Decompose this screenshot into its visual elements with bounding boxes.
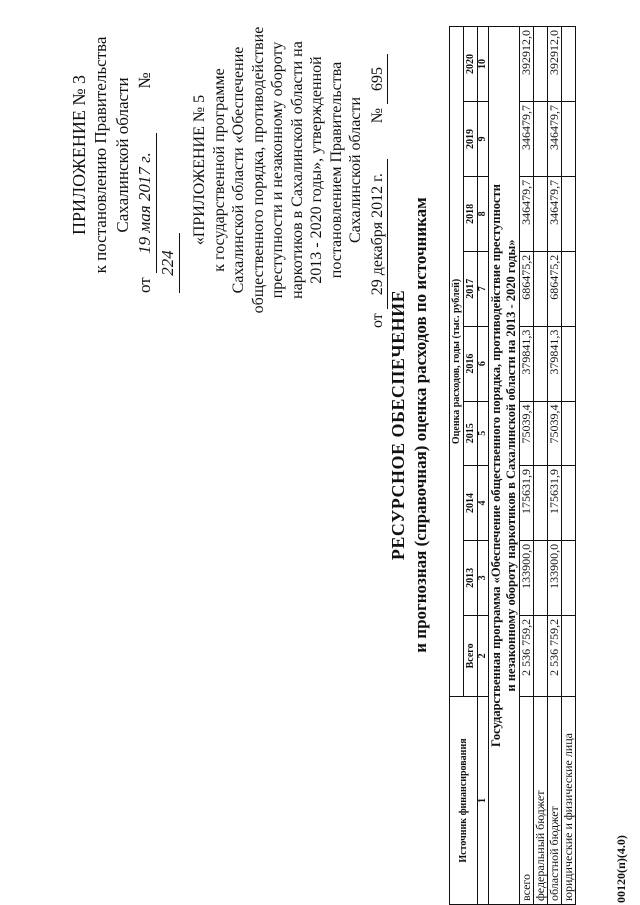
appendix-5-line: 2013 - 2020 годы», утвержденной	[308, 56, 325, 284]
col-header: 2019	[464, 101, 478, 176]
cell-value	[562, 176, 576, 251]
cell-value	[534, 615, 548, 696]
row-source: юридические и физические лица	[562, 696, 576, 904]
cell-value: 379841,3	[548, 326, 562, 401]
appendix-3-line1: к постановлению Правительства	[91, 36, 110, 274]
cell-value	[562, 101, 576, 176]
appendix-5-date-row	[368, 10, 389, 330]
cell-value	[534, 540, 548, 615]
appendix-5-line: постановлением Правительства	[327, 61, 345, 279]
appendix-5-from-label: от	[368, 313, 386, 328]
appendix-5-line: «ПРИЛОЖЕНИЕ № 5	[191, 94, 208, 246]
cell-value: 2 536 759,2	[548, 615, 562, 696]
row-source: федеральный бюджет	[534, 696, 548, 904]
cell-value: 392912,0	[520, 27, 534, 102]
col-header: Всего	[464, 615, 478, 696]
cell-value	[534, 401, 548, 465]
cell-value: 686475,2	[548, 251, 562, 326]
appendix-3-no-label: №	[135, 72, 154, 89]
row-source: всего	[520, 696, 534, 904]
program-title-line-2: и незаконному обороту наркотиков в Сахалинской области на 2013 - 2020 годы»	[504, 239, 518, 692]
appendix-5-line: общественного порядка, противодействие	[249, 26, 267, 314]
cell-value	[562, 27, 576, 102]
cell-value: 346479,7	[548, 176, 562, 251]
col-number: 5	[478, 401, 489, 465]
appendix-5-line: к государственной программе	[210, 68, 228, 272]
appendix-5-line: Сахалинской области	[347, 96, 364, 244]
estimate-header: Оценка расходов, годы (тыс. рублей)	[450, 27, 464, 697]
table-header-row-1	[450, 27, 464, 905]
cell-value: 379841,3	[520, 326, 534, 401]
table-column-numbers-row	[478, 27, 489, 905]
col-number: 4	[478, 466, 489, 541]
cell-value	[534, 466, 548, 541]
appendix-3-line2: Сахалинской области	[113, 77, 132, 233]
col-header: 2017	[464, 251, 478, 326]
appendix-3-header	[68, 15, 180, 295]
resources-table	[449, 26, 576, 905]
cell-value	[534, 326, 548, 401]
table-row-regional	[548, 27, 562, 905]
cell-value	[534, 251, 548, 326]
col-header: 2015	[464, 401, 478, 465]
col-number: 7	[478, 251, 489, 326]
table-row-legal-entities	[562, 27, 576, 905]
appendix-3-date-row	[134, 15, 180, 295]
cell-value: 346479,7	[520, 101, 534, 176]
document-code: 00120(п)(4.0)	[614, 835, 628, 903]
col-number: 6	[478, 326, 489, 401]
appendix-5-number: 695	[368, 54, 389, 104]
row-source: областной бюджет	[548, 696, 562, 904]
col-number: 3	[478, 540, 489, 615]
cell-value	[562, 251, 576, 326]
col-header: 2014	[464, 466, 478, 541]
appendix-3-date: 19 мая 2017 г.	[134, 133, 157, 273]
appendix-5-line: Сахалинской области «Обеспечение	[230, 46, 247, 294]
cell-value	[534, 176, 548, 251]
cell-value: 75039,4	[520, 401, 534, 465]
source-header: Источник финансирования	[450, 696, 478, 904]
cell-value: 686475,2	[520, 251, 534, 326]
col-header: 2018	[464, 176, 478, 251]
appendix-3-from-label: от	[135, 277, 154, 293]
cell-value: 133900,0	[548, 540, 562, 615]
cell-value: 2 536 759,2	[520, 615, 534, 696]
col-number: 8	[478, 176, 489, 251]
program-title-row	[489, 27, 520, 905]
col-number: 10	[478, 27, 489, 102]
cell-value	[534, 101, 548, 176]
cell-value	[562, 615, 576, 696]
cell-value: 392912,0	[548, 27, 562, 102]
cell-value: 75039,4	[548, 401, 562, 465]
appendix-5-no-label: №	[368, 107, 386, 124]
appendix-5-line: наркотиков в Сахалинской области на	[288, 41, 306, 299]
cell-value	[562, 466, 576, 541]
col-number: 2	[478, 615, 489, 696]
table-row-federal	[534, 27, 548, 905]
col-header: 2013	[464, 540, 478, 615]
cell-value: 346479,7	[520, 176, 534, 251]
cell-value: 346479,7	[548, 101, 562, 176]
program-title	[489, 27, 520, 905]
cell-value	[562, 540, 576, 615]
cell-value	[534, 27, 548, 102]
appendix-3-number: 224	[157, 233, 180, 293]
cell-value: 133900,0	[520, 540, 534, 615]
title-line-2: и прогнозная (справочная) оценка расходов по источникам	[411, 197, 430, 653]
appendix-5-line: преступности и незаконному обороту	[269, 41, 286, 299]
cell-value	[562, 401, 576, 465]
col-header: 2020	[464, 27, 478, 102]
document-title	[388, 65, 431, 785]
col-number: 9	[478, 101, 489, 176]
col-number: 1	[478, 696, 489, 904]
appendix-5-header	[190, 10, 388, 330]
col-header: 2016	[464, 326, 478, 401]
title-line-1: РЕСУРСНОЕ ОБЕСПЕЧЕНИЕ	[388, 289, 408, 561]
cell-value	[562, 326, 576, 401]
table-row-total	[520, 27, 534, 905]
appendix-3-title: ПРИЛОЖЕНИЕ № 3	[69, 74, 89, 236]
cell-value: 175631,9	[548, 466, 562, 541]
appendix-5-date: 29 декабря 2012 г.	[368, 159, 389, 309]
cell-value: 175631,9	[520, 466, 534, 541]
program-title-line-1: Государственная программа «Обеспечение общественного порядка, противодействие преступности	[489, 184, 503, 747]
